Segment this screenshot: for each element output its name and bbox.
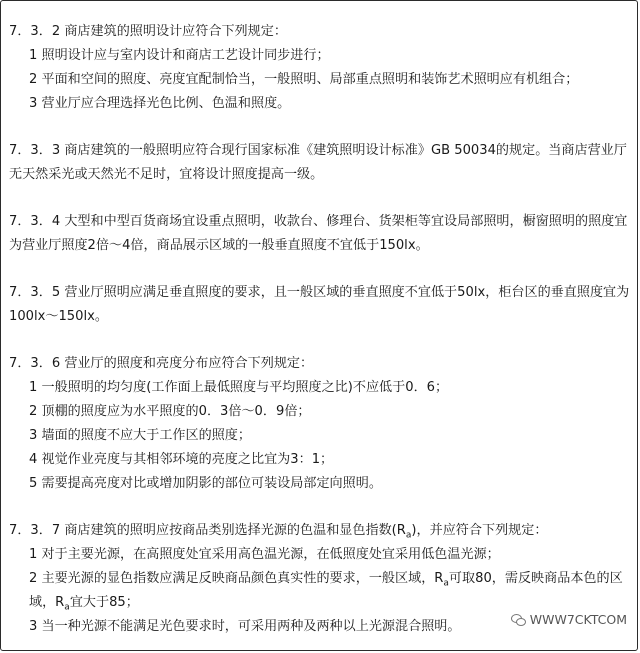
list-item: 2 平面和空间的照度、亮度宜配制恰当，一般照明、局部重点照明和装饰艺术照明应有机组合； [29,72,579,87]
section-7-3-3 [9,139,631,187]
section-7-3-4 [9,210,631,258]
list-item: 2 主要光源的显色指数应满足反映商品颜色真实性的要求，一般区域，$R_a$可取80，需反映商品本色的区域，$R_a$宜大于85； [29,571,623,613]
wechat-icon [511,613,526,626]
section-7-3-6 [9,352,631,496]
list-item: 3 墙面的照度不应大于工作区的照度； [29,428,251,443]
section-heading: 7．3．6 营业厅的照度和亮度分布应符合下列规定： [9,356,314,371]
section-heading: 7．3．7 商店建筑的照明应按商品类别选择光源的色温和显色指数$(R_a)$，并应符合下列规定： [9,523,548,541]
section-heading: 7．3．2 商店建筑的照明设计应符合下列规定： [9,24,287,39]
watermark-text: WWW7CKTCOM [529,612,627,627]
list-item: 4 视觉作业亮度与其相邻环境的亮度之比宜为3：1； [29,452,334,467]
list-item: 2 顶棚的照度应为水平照度的0．3倍～0．9倍； [29,404,311,419]
section-7-3-2 [9,20,631,116]
section-paragraph: 7．3．4 大型和中型百货商场宜设重点照明，收款台、修理台、货架柜等宜设局部照明，橱窗照明的照度宜为营业厅照度2倍～4倍，商品展示区域的一般垂直照度不宜低于150lx。 [9,214,628,253]
list-item: 1 对于主要光源，在高照度处宜采用高色温光源，在低照度处宜采用低色温光源； [29,547,500,562]
section-paragraph: 7．3．3 商店建筑的一般照明应符合现行国家标准《建筑照明设计标准》GB 50034的规定。当商店营业厅无天然采光或天然光不足时，宜将设计照度提高一级。 [9,143,627,182]
list-item: 3 当一种光源不能满足光色要求时，可采用两种及两种以上光源混合照明。 [29,619,461,634]
watermark [509,612,629,627]
list-item: 1 照明设计应与室内设计和商店工艺设计同步进行； [29,48,330,63]
section-paragraph: 7．3．5 营业厅照明应满足垂直照度的要求，且一般区域的垂直照度不宜低于50lx，柜台区的垂直照度宜为100lx～150lx。 [9,285,630,324]
list-item: 5 需要提高亮度对比或增加阴影的部位可装设局部定向照明。 [29,476,382,491]
section-7-3-5 [9,281,631,329]
document-body [9,20,631,651]
list-item: 1 一般照明的均匀度(工作面上最低照度与平均照度之比)不应低于0．6； [29,380,449,395]
list-item: 3 营业厅应合理选择光色比例、色温和照度。 [29,96,291,111]
